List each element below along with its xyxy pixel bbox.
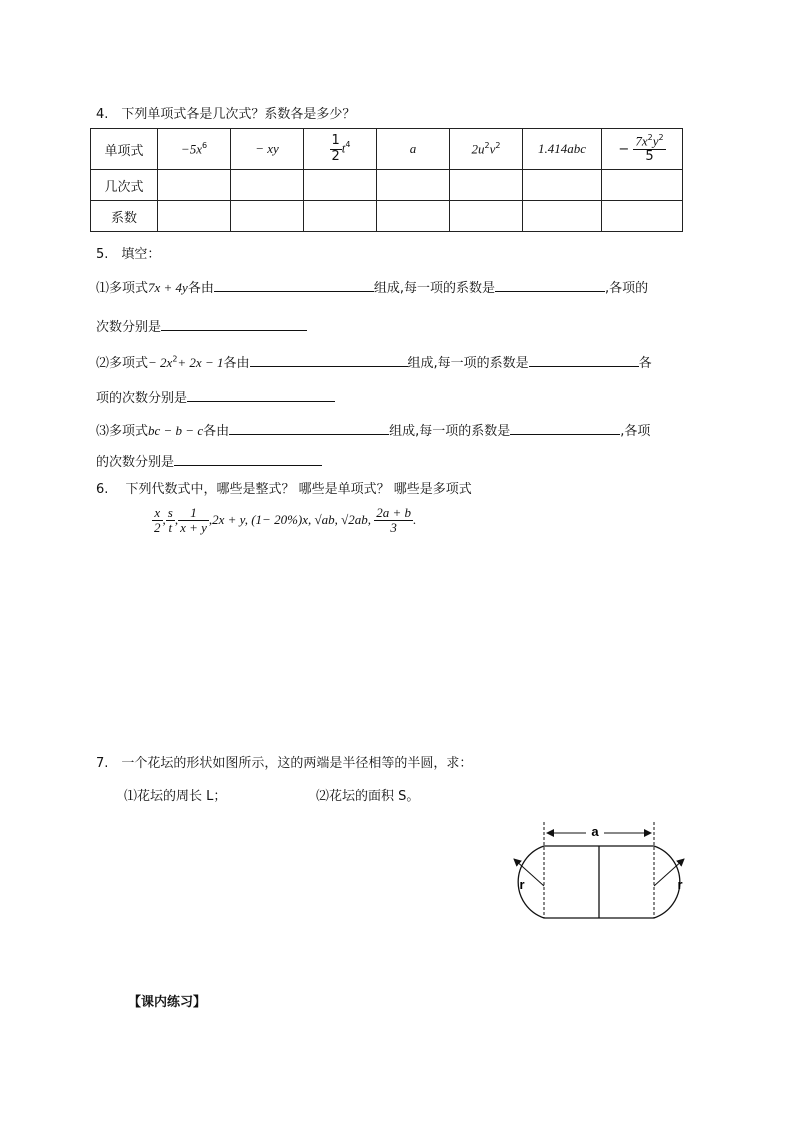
answer-cell[interactable] [450, 201, 523, 232]
answer-cell[interactable] [523, 201, 602, 232]
section-label: 【课内练习】 [128, 995, 207, 1010]
q7-sub2: ⑵花坛的面积 S。 [316, 789, 420, 804]
monomial-table [90, 128, 683, 232]
answer-cell[interactable] [602, 201, 683, 232]
label-a: a [591, 824, 599, 839]
row-header-degree: 几次式 [91, 170, 158, 201]
row-header-monomial: 单项式 [91, 129, 158, 170]
q5-part1-line2: 次数分别是 [96, 316, 307, 335]
answer-cell[interactable] [304, 201, 377, 232]
q5-title: 5. 填空： [96, 247, 161, 262]
answer-cell[interactable] [158, 170, 231, 201]
blank-field[interactable] [529, 352, 639, 367]
blank-field[interactable] [250, 352, 408, 367]
answer-cell[interactable] [377, 201, 450, 232]
blank-field[interactable] [229, 420, 389, 435]
label-r-left: r [519, 877, 525, 892]
q6-title: 6. 下列代数式中，哪些是整式？ 哪些是单项式？ 哪些是多项式 [96, 482, 472, 497]
answer-cell[interactable] [231, 201, 304, 232]
answer-cell[interactable] [450, 170, 523, 201]
label-r-right: r [677, 877, 683, 892]
q7-title: 7. 一个花坛的形状如图所示，这的两端是半径相等的半圆，求： [96, 756, 473, 771]
monomial-1: $-5x^6$ [158, 129, 231, 170]
blank-field[interactable] [495, 277, 605, 292]
answer-cell[interactable] [158, 201, 231, 232]
answer-cell[interactable] [304, 170, 377, 201]
monomial-5: $2u^2v^2$ [450, 129, 523, 170]
monomial-7: − $\frac{7x^2y^2}{5}$ [602, 129, 683, 170]
blank-field[interactable] [187, 387, 335, 402]
monomial-6: 1.414abc [523, 129, 602, 170]
q5-part3-line2: 的次数分别是 [96, 451, 322, 470]
q4-title: 4. 下列单项式各是几次式？系数各是多少？ [96, 107, 356, 122]
row-header-coefficient: 系数 [91, 201, 158, 232]
monomial-2: − xy [231, 129, 304, 170]
answer-cell[interactable] [231, 170, 304, 201]
q5-part2-line2: 项的次数分别是 [96, 387, 335, 406]
blank-field[interactable] [174, 451, 322, 466]
blank-field[interactable] [214, 277, 374, 292]
q6-expressions: $\frac{x}{2}$ , $\frac{s}{t}$ , $\frac{1}{x + y}$ ,2x + y, (1− 20%)x, √ab, √2ab, $\frac{2a + b}{3}$ . [154, 505, 417, 536]
monomial-4: a [377, 129, 450, 170]
answer-cell[interactable] [523, 170, 602, 201]
monomial-3: $\frac{1}{2}$ $t^4$ [304, 129, 377, 170]
flower-bed-figure [500, 818, 700, 922]
blank-field[interactable] [161, 316, 307, 331]
q5-part3-line1: ⑶多项式bc − b − c各由 组成,每一项的系数是 ,各项 [96, 420, 650, 439]
q5-part2-line1: ⑵多项式− $2x^2+ 2x - 1$各由 组成,每一项的系数是 各 [96, 352, 652, 371]
answer-cell[interactable] [602, 170, 683, 201]
q5-part1-line1: ⑴多项式7x + 4y各由 组成,每一项的系数是 ,各项的 [96, 277, 648, 296]
q7-sub1: ⑴花坛的周长 L； [124, 789, 227, 804]
blank-field[interactable] [510, 420, 620, 435]
answer-cell[interactable] [377, 170, 450, 201]
